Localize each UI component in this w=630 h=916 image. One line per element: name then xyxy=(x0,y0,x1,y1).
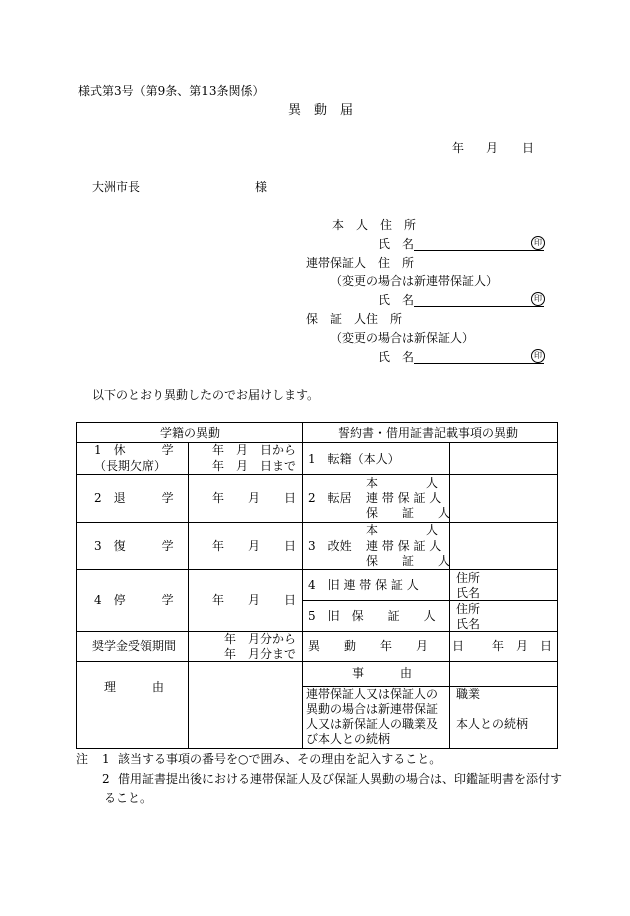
teigaku-label: 4 停 学 xyxy=(94,593,174,607)
form-number: 様式第3号（第9条、第13条関係） xyxy=(78,84,265,98)
note-2-text: 借用証書提出後における連帯保証人及び保証人異動の場合は、印鑑証明書を添付す xyxy=(118,772,563,786)
kyugaku-sub: （長期欠席） xyxy=(94,459,167,473)
old-hosho-label: 5 旧 保 証 人 xyxy=(308,609,436,623)
old-rentai-shimei: 氏名 xyxy=(456,586,481,600)
tenkyo-hosho: 保 証 人 xyxy=(366,506,451,520)
kaisei-honin: 本 人 xyxy=(366,523,439,537)
kyugaku-to: 年 月 日まで xyxy=(212,459,297,473)
tenkyo-rentai: 連 帯 保 証 人 xyxy=(366,491,442,505)
header-right: 誓約書・借用証書記載事項の異動 xyxy=(338,426,519,440)
kaisei-hosho: 保 証 人 xyxy=(366,554,451,568)
note-1-text: 該当する事項の番号を○で囲み、その理由を記入すること。 xyxy=(118,752,442,766)
zokugara-label: 本人との続柄 xyxy=(456,717,529,731)
hosho-note: （変更の場合は新保証人） xyxy=(330,331,475,345)
jiyu-desc-1: 連帯保証人又は保証人の xyxy=(306,687,439,701)
hosho-name-field[interactable] xyxy=(414,349,544,364)
taigaku-label: 2 退 学 xyxy=(94,491,174,505)
note-2-text-cont: ること。 xyxy=(104,791,153,805)
fukugaku-date: 年 月 日 xyxy=(212,539,297,553)
note-1-number: 1 xyxy=(102,752,110,766)
honin-name-field[interactable] xyxy=(414,236,544,251)
intro-text: 以下のとおり異動したのでお届けします。 xyxy=(92,388,320,402)
seal-icon: 印 xyxy=(531,292,545,306)
rentai-name-label: 氏 名 xyxy=(378,293,415,307)
tenkyo-label: 2 転居 xyxy=(308,491,352,505)
page-title: 異 動 届 xyxy=(288,103,354,118)
old-rentai-jusho: 住所 xyxy=(456,571,481,585)
date-year: 年 xyxy=(452,141,465,155)
hosho-address-label: 保 証 人住 所 xyxy=(306,312,403,326)
note-label: 注 xyxy=(76,752,89,766)
shogaku-to: 年 月分まで xyxy=(224,647,297,661)
jiyu-label: 事 由 xyxy=(352,666,413,680)
honin-name-label: 氏 名 xyxy=(378,237,415,251)
rentai-address-label: 連帯保証人 住 所 xyxy=(306,256,415,270)
tenseki-label: 1 転籍（本人） xyxy=(308,452,400,466)
jiyu-desc-4: び本人との続柄 xyxy=(306,732,391,746)
hosho-name-label: 氏 名 xyxy=(378,350,415,364)
rentai-note: （変更の場合は新連帯保証人） xyxy=(330,274,499,288)
seal-icon: 印 xyxy=(531,349,545,363)
ido-date-value: 年 月 日 xyxy=(492,639,553,653)
old-hosho-shimei: 氏名 xyxy=(456,617,481,631)
kyugaku-from: 年 月 日から xyxy=(212,443,297,457)
jiyu-desc-2: 異動の場合は新連帯保証 xyxy=(306,702,439,716)
jiyu-desc-3: 人又は新保証人の職業及 xyxy=(306,717,439,731)
kaisei-label: 3 改姓 xyxy=(308,539,352,553)
shogaku-from: 年 月分から xyxy=(224,632,297,646)
kaisei-rentai: 連 帯 保 証 人 xyxy=(366,539,442,553)
shogaku-label: 奨学金受領期間 xyxy=(92,639,177,653)
old-rentai-label: 4 旧 連 帯 保 証 人 xyxy=(308,578,419,592)
teigaku-date: 年 月 日 xyxy=(212,593,297,607)
honin-address-label: 本 人 住 所 xyxy=(332,218,417,232)
date-day: 日 xyxy=(522,141,535,155)
tenkyo-honin: 本 人 xyxy=(366,476,439,490)
note-2-number: 2 xyxy=(102,772,110,786)
rentai-name-field[interactable] xyxy=(414,292,544,307)
shokugyo-label: 職業 xyxy=(456,687,481,701)
seal-icon: 印 xyxy=(531,236,545,250)
fukugaku-label: 3 復 学 xyxy=(94,539,174,553)
addressee-name: 大洲市長 xyxy=(92,180,141,194)
header-left: 学籍の異動 xyxy=(160,426,221,440)
kyugaku-label: 1 休 学 xyxy=(94,443,174,457)
old-hosho-jusho: 住所 xyxy=(456,602,481,616)
riyu-label: 理 由 xyxy=(104,680,165,694)
date-month: 月 xyxy=(486,141,499,155)
addressee-honorific: 様 xyxy=(255,180,268,194)
taigaku-date: 年 月 日 xyxy=(212,491,297,505)
ido-date-label: 異 動 年 月 日 xyxy=(308,639,465,653)
